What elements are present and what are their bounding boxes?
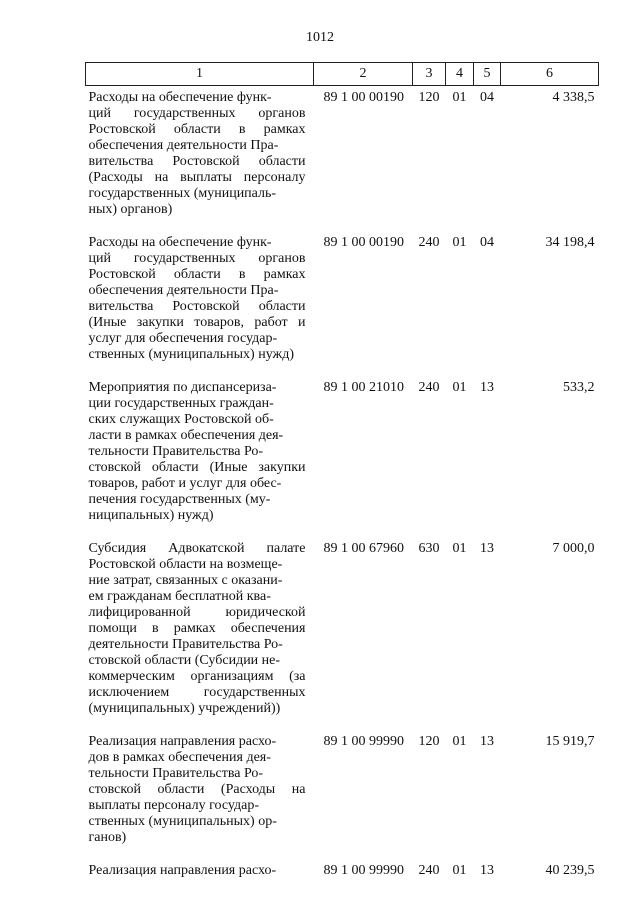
table-row — [86, 859, 599, 892]
page-number: 1012 — [306, 30, 334, 45]
row-subsection: 04 — [480, 235, 494, 250]
header-cell-5: 5 — [474, 63, 501, 86]
row-description: Расходы на обеспечение функ- ций государственных органов Ростовской области в рамках обеспечения деятельности Пра- вительства Ростовской области (Иные закупки товаров, работ и услуг для обеспечения государ- ственных (муниципальных) нужд) — [88, 235, 306, 362]
row-expense-type: 630 — [418, 541, 440, 556]
row-target-code: 89 1 00 00190 — [323, 90, 404, 105]
row-subsection: 04 — [480, 90, 494, 105]
row-section: 01 — [452, 90, 467, 105]
row-section: 01 — [452, 734, 467, 749]
row-subsection: 13 — [480, 734, 494, 749]
budget-table — [85, 62, 599, 892]
row-subsection: 13 — [480, 863, 494, 878]
header-cell-2: 2 — [314, 63, 413, 86]
header-cell-3: 3 — [413, 63, 446, 86]
row-target-code: 89 1 00 99990 — [323, 734, 404, 749]
header-cell-6: 6 — [501, 63, 599, 86]
row-section: 01 — [452, 541, 467, 556]
row-subsection: 13 — [480, 380, 494, 395]
row-target-code: 89 1 00 67960 — [323, 541, 404, 556]
row-amount: 15 919,7 — [545, 734, 595, 749]
row-expense-type: 120 — [418, 734, 440, 749]
table-header-row — [86, 63, 599, 86]
row-amount: 7 000,0 — [552, 541, 595, 556]
row-description: Расходы на обеспечение функ- ций государственных органов Ростовской области в рамках обеспечения деятельности Пра- вительства Ростовской области (Расходы на выплаты персоналу государственных (муниципаль- ных) органов) — [88, 90, 306, 217]
row-expense-type: 240 — [418, 380, 440, 395]
row-section: 01 — [452, 235, 467, 250]
table-row — [86, 86, 599, 232]
table-row — [86, 537, 599, 730]
row-amount: 34 198,4 — [545, 235, 595, 250]
row-amount: 40 239,5 — [545, 863, 595, 878]
row-expense-type: 120 — [418, 90, 440, 105]
header-cell-4: 4 — [446, 63, 474, 86]
row-amount: 533,2 — [563, 380, 595, 395]
row-expense-type: 240 — [418, 863, 440, 878]
row-section: 01 — [452, 380, 467, 395]
header-cell-1: 1 — [86, 63, 314, 86]
row-section: 01 — [452, 863, 467, 878]
table-row — [86, 231, 599, 376]
row-amount: 4 338,5 — [552, 90, 595, 105]
row-expense-type: 240 — [418, 235, 440, 250]
row-target-code: 89 1 00 00190 — [323, 235, 404, 250]
row-description: Реализация направления расхо- дов в рамках обеспечения дея- тельности Правительства Ро- стовской области (Расходы на выплаты персоналу государ- ственных (муниципальных) ор- ганов) — [88, 734, 306, 845]
row-description: Субсидия Адвокатской палате Ростовской области на возмеще- ние затрат, связанных с оказани- ем гражданам бесплатной ква- лифицированной юридической помощи в рамках обеспечения деятельности Правительства Ро- стовской области (Субсидии не- коммерческим организациям (за исключением государственных (муниципальных) учреждений)) — [88, 541, 306, 716]
row-description: Мероприятия по диспансериза- ции государственных граждан- ских служащих Ростовской об- ласти в рамках обеспечения дея- тельности Правительства Ро- стовской области (Иные закупки товаров, работ и услуг для обес- печения государственных (му- ниципальных) нужд) — [88, 380, 306, 523]
row-target-code: 89 1 00 99990 — [323, 863, 404, 878]
row-subsection: 13 — [480, 541, 494, 556]
row-description: Реализация направления расхо- — [88, 863, 277, 878]
table-row — [86, 730, 599, 859]
table-body — [86, 86, 599, 893]
table-row — [86, 376, 599, 537]
row-target-code: 89 1 00 21010 — [323, 380, 404, 395]
